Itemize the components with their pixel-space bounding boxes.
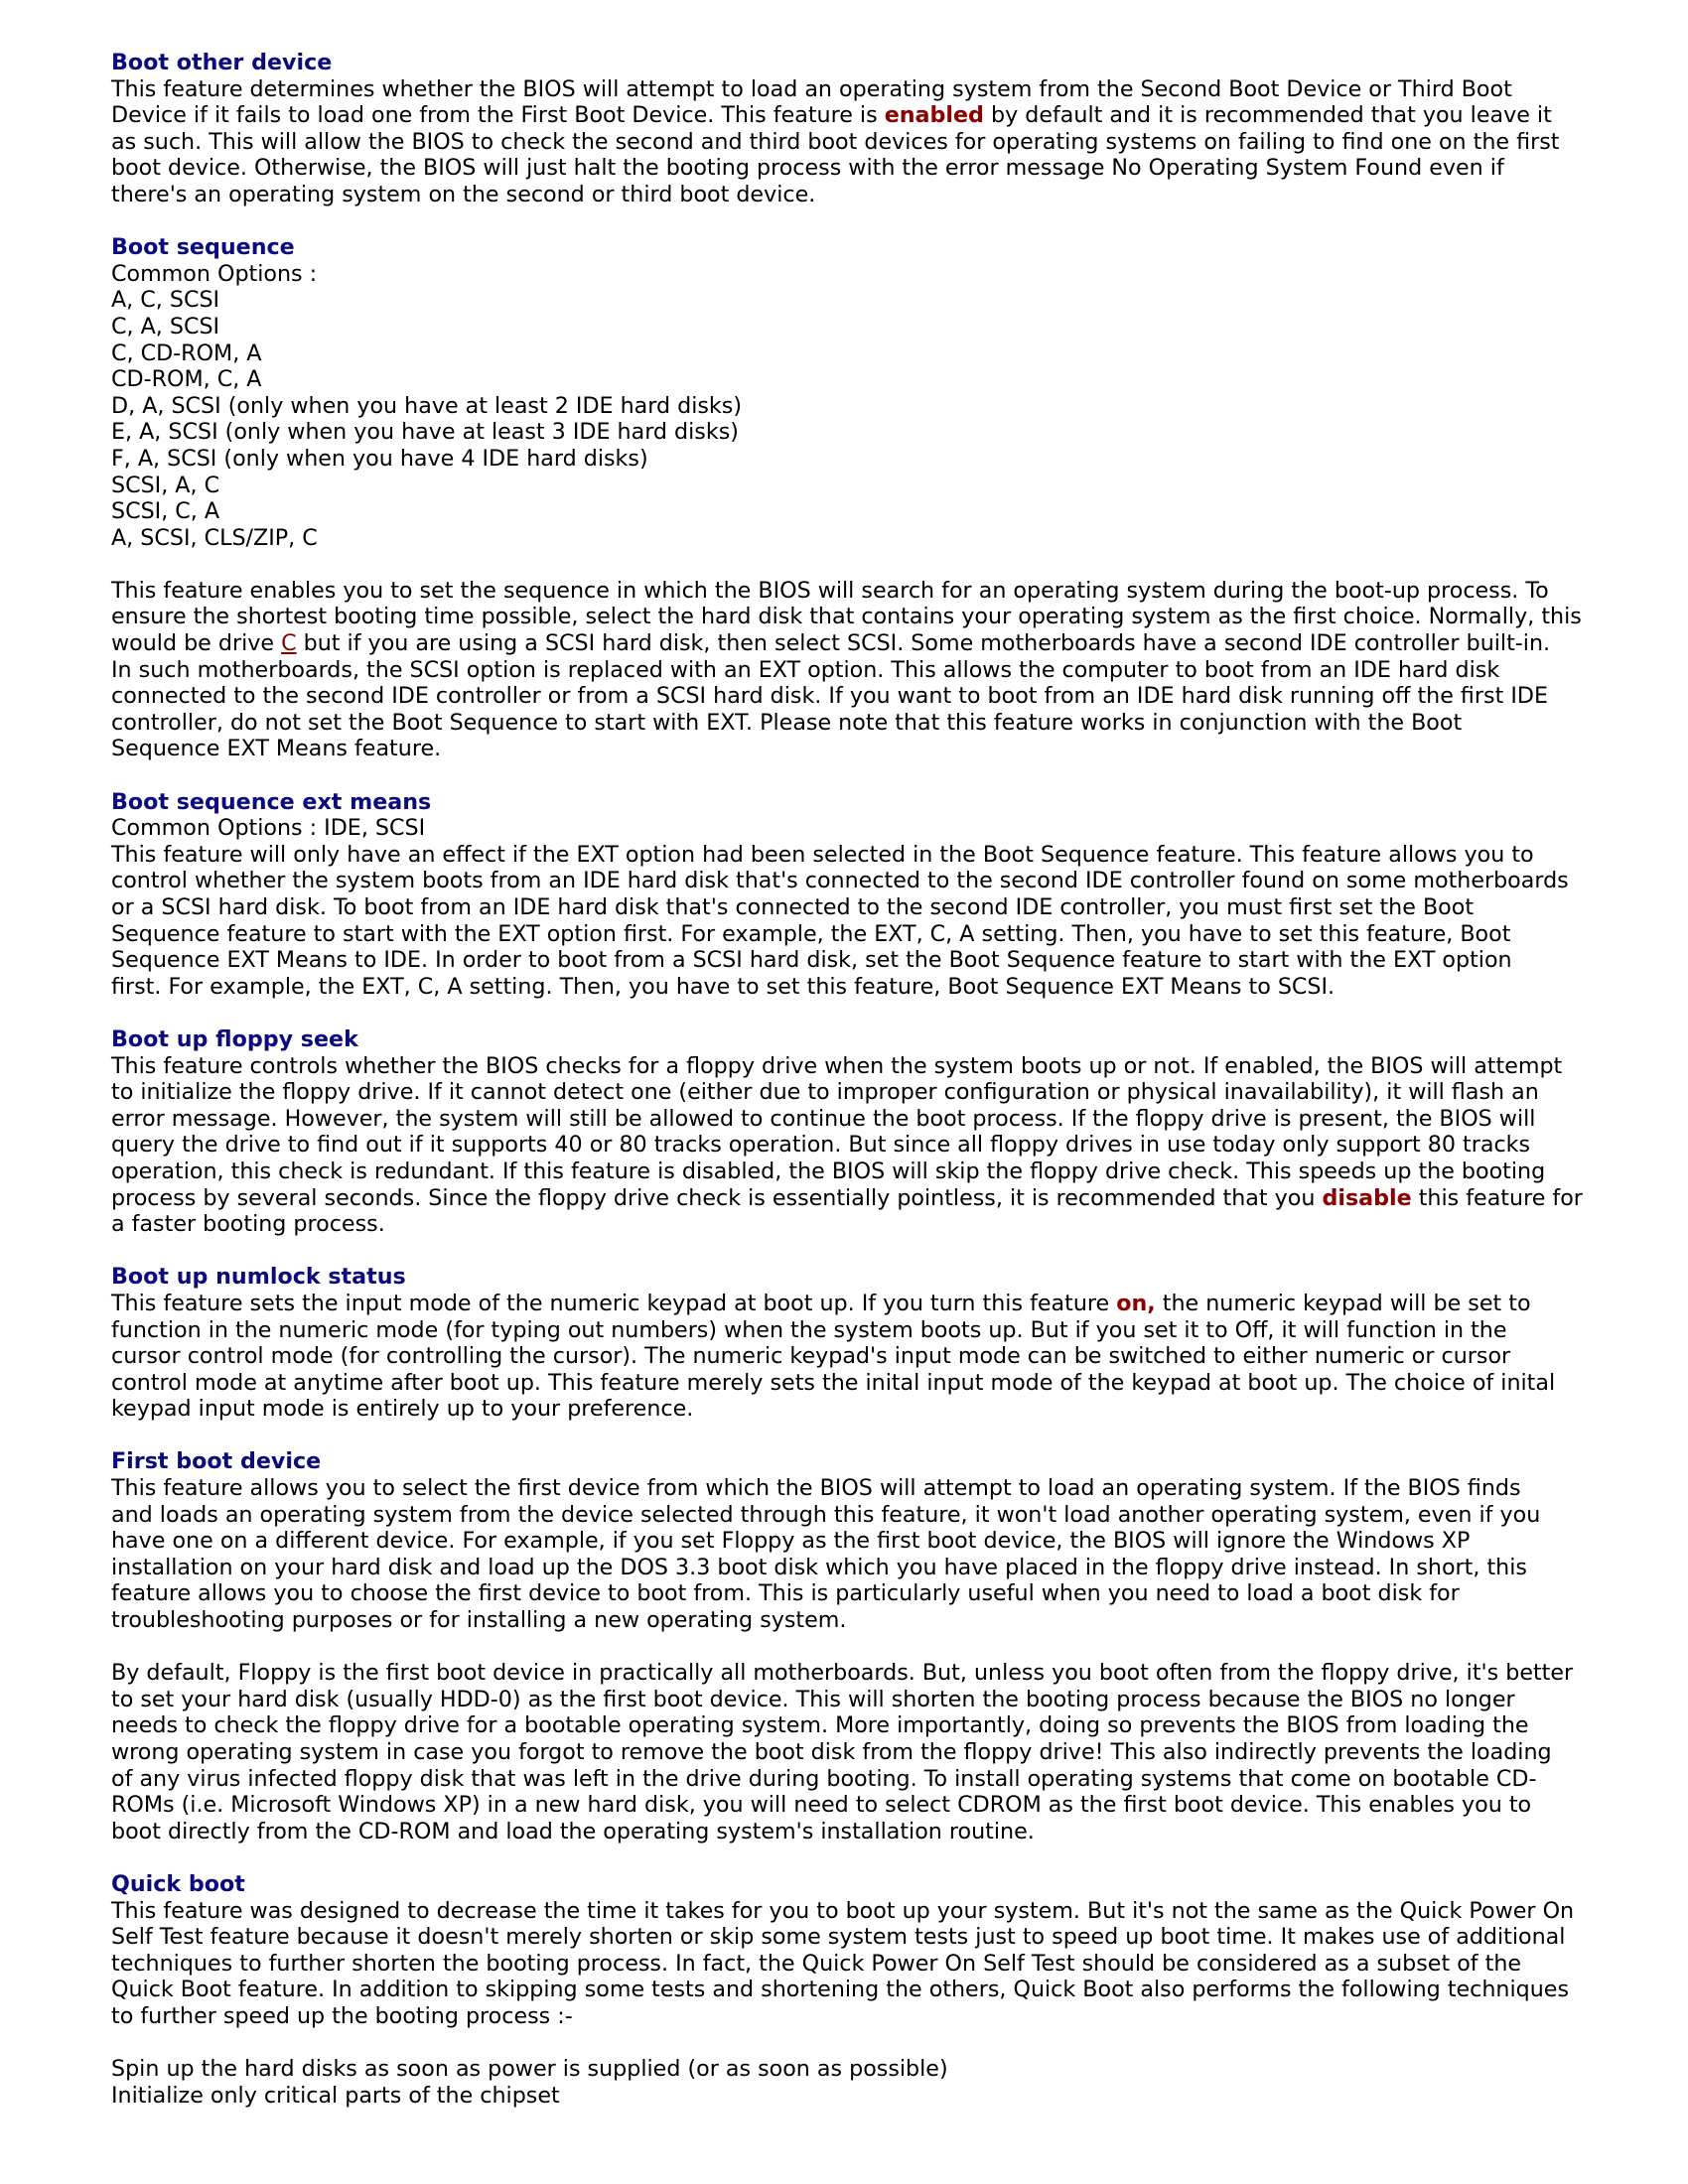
text-line: needs to check the floppy drive for a bootable operating system. More importantly, doing so prevents the BIOS from loading the [111,1712,1529,1739]
text-line: feature allows you to choose the first device to boot from. This is particularly useful when you need to load a boot disk for [111,1580,1460,1607]
text-line: or a SCSI hard disk. To boot from an IDE hard disk that's connected to the second IDE controller, you must first set the Boot [111,894,1475,920]
text-line: boot device. Otherwise, the BIOS will just halt the booting process with the error message No Operating System Found even if [111,155,1504,182]
text-line: A, C, SCSI [111,287,220,314]
text-line: installation on your hard disk and load up the DOS 3.3 boot disk which you have placed in the floppy drive instead. In short, this [111,1554,1527,1580]
paragraph [111,578,1601,762]
highlighted-term: on, [1116,1290,1156,1316]
text-line: Common Options : [111,260,318,287]
text-run: by default and it is recommended that you leave it [983,102,1552,129]
section-heading: Boot up numlock status [111,1264,406,1291]
text-line: Sequence EXT Means feature. [111,736,442,762]
text-line: Quick Boot feature. In addition to skipping some tests and shortening the others, Quick Boot also performs the following techniques [111,1977,1570,2003]
text-line: keypad input mode is entirely up to your preference. [111,1396,694,1423]
text-line [111,1185,1601,1212]
text-line: Sequence EXT Means to IDE. In order to boot from a SCSI hard disk, set the Boot Sequence feature to start with the EXT option [111,947,1512,974]
text-line: troubleshooting purposes or for installing a new operating system. [111,1607,847,1634]
text-line [111,630,1601,657]
text-line: cursor control mode (for controlling the cursor). The numeric keypad's input mode can be switched to either numeric or cursor [111,1343,1511,1370]
text-line: as such. This will allow the BIOS to check the second and third boot devices for operating systems on failing to find one on the first [111,128,1560,155]
text-line: first. For example, the EXT, C, A setting. Then, you have to set this feature, Boot Sequence EXT Means to SCSI. [111,973,1336,1000]
text-line: Spin up the hard disks as soon as power is supplied (or as soon as possible) [111,2056,948,2083]
text-line: A, SCSI, CLS/ZIP, C [111,524,318,551]
text-line: Common Options : IDE, SCSI [111,815,426,842]
section [111,1448,1601,1844]
text-run: Device if it fails to load one from the First Boot Device. This feature is [111,102,885,129]
paragraph [111,1053,1601,1238]
paragraph [111,815,1601,1000]
text-line: This feature enables you to set the sequence in which the BIOS will search for an operating system during the boot-up process. To [111,577,1549,604]
text-line: E, A, SCSI (only when you have at least 3 IDE hard disks) [111,419,739,446]
inline-link[interactable]: C [281,630,297,657]
section [111,1264,1601,1423]
text-line: to initialize the floppy drive. If it cannot detect one (either due to improper configuration or physical inavailability), it will flash an [111,1079,1539,1106]
text-line: wrong operating system in case you forgot to remove the boot disk from the floppy drive! This also indirectly prevents the loading [111,1739,1552,1765]
text-line: This feature was designed to decrease the time it takes for you to boot up your system. But it's not the same as the Quick Power On [111,1897,1575,1924]
section [111,789,1601,1001]
text-line: to further speed up the booting process :- [111,2002,573,2029]
section-heading: Boot sequence ext means [111,788,432,815]
text-line: By default, Floppy is the first boot device in practically all motherboards. But, unless you boot often from the floppy drive, it's better [111,1660,1574,1687]
text-line: control whether the system boots from an IDE hard disk that's connected to the second IDE controller found on some motherboards [111,868,1569,894]
text-line [111,102,1601,129]
text-run: the numeric keypad will be set to [1155,1290,1531,1316]
text-line: boot directly from the CD-ROM and load the operating system's installation routine. [111,1818,1035,1844]
text-line: have one on a different device. For example, if you set Floppy as the first boot device, the BIOS will ignore the Windows XP [111,1528,1471,1555]
section-heading: Boot other device [111,50,333,75]
text-line: In such motherboards, the SCSI option is replaced with an EXT option. This allows the computer to boot from an IDE hard disk [111,656,1500,683]
text-line: there's an operating system on the second or third boot device. [111,181,816,207]
text-line: SCSI, C, A [111,498,220,525]
text-line: Self Test feature because it doesn't merely shorten or skip some system tests just to speed up boot time. It makes use of additional [111,1924,1566,1951]
section [111,1871,1601,2109]
highlighted-term: enabled [884,102,984,129]
text-line: and loads an operating system from the device selected through this feature, it won't load another operating system, even if you [111,1501,1541,1528]
paragraph [111,1291,1601,1423]
text-line: connected to the second IDE controller or from a SCSI hard disk. If you want to boot from an IDE hard disk running off the first IDE [111,683,1548,710]
paragraph [111,1898,1601,2030]
text-run: This feature sets the input mode of the numeric keypad at boot up. If you turn this feature [111,1290,1117,1316]
text-line: SCSI, A, C [111,472,220,498]
text-line: function in the numeric mode (for typing out numbers) when the system boots up. But if you set it to Off, it will function in the [111,1316,1507,1343]
text-line: operation, this check is redundant. If this feature is disabled, the BIOS will skip the floppy drive check. This speeds up the booting [111,1158,1546,1184]
section [111,1026,1601,1238]
text-line: This feature will only have an effect if the EXT option had been selected in the Boot Sequence feature. This feature allows you to [111,841,1534,868]
section-heading: Boot up floppy seek [111,1025,358,1052]
paragraph [111,1660,1601,1844]
text-run: would be drive [111,630,282,657]
text-line: Initialize only critical parts of the chipset [111,2082,560,2109]
paragraph [111,76,1601,208]
text-line: controller, do not set the Boot Sequence to start with EXT. Please note that this feature works in conjunction with the Boot [111,709,1463,736]
paragraph [111,1475,1601,1634]
paragraph [111,2056,1601,2109]
text-run: this feature for [1411,1184,1583,1211]
text-line: error message. However, the system will still be allowed to continue the boot process. If the floppy drive is present, the BIOS will [111,1105,1536,1132]
section [111,50,1601,208]
text-line: This feature controls whether the BIOS checks for a floppy drive when the system boots up or not. If enabled, the BIOS will attempt [111,1052,1563,1079]
paragraph [111,261,1601,552]
section-heading: Boot sequence [111,234,295,261]
text-line: C, A, SCSI [111,313,220,340]
text-line: query the drive to find out if it supports 40 or 80 tracks operation. But since all floppy drives in use today only support 80 tracks [111,1132,1531,1159]
text-line: techniques to further shorten the booting process. In fact, the Quick Power On Self Test should be considered as a subset of the [111,1950,1522,1977]
text-line: ensure the shortest booting time possible, select the hard disk that contains your operating system as the first choice. Normally, this [111,604,1582,630]
text-line: D, A, SCSI (only when you have at least 2 IDE hard disks) [111,392,742,419]
section-heading: Quick boot [111,1870,245,1897]
text-line: F, A, SCSI (only when you have 4 IDE hard disks) [111,445,648,472]
text-line [111,1291,1601,1317]
text-line: This feature determines whether the BIOS will attempt to load an operating system from the Second Boot Device or Third Boot [111,75,1512,102]
text-line: CD-ROM, C, A [111,366,262,393]
text-line: control mode at anytime after boot up. This feature merely sets the inital input mode of the keypad at boot up. The choice of inital [111,1369,1556,1396]
text-line: of any virus infected floppy disk that was left in the drive during booting. To install operating systems that come on bootable CD- [111,1765,1537,1792]
text-line: to set your hard disk (usually HDD-0) as the first boot device. This will shorten the booting process because the BIOS no longer [111,1686,1515,1712]
text-run: but if you are using a SCSI hard disk, then select SCSI. Some motherboards have a second IDE controller built-in. [296,630,1551,657]
text-line: ROMs (i.e. Microsoft Windows XP) in a new hard disk, you will need to select CDROM as the first boot device. This enables you to [111,1792,1532,1819]
text-line: C, CD-ROM, A [111,340,262,366]
text-line: a faster booting process. [111,1211,385,1238]
section [111,234,1601,762]
text-run: process by several seconds. Since the floppy drive check is essentially pointless, it is recommended that you [111,1184,1323,1211]
document-page [111,50,1601,2135]
text-line: Sequence feature to start with the EXT option first. For example, the EXT, C, A setting. Then, you have to set this feature, Boot [111,920,1511,947]
text-line: This feature allows you to select the first device from which the BIOS will attempt to load an operating system. If the BIOS finds [111,1475,1521,1502]
highlighted-term: disable [1322,1184,1412,1211]
section-heading: First boot device [111,1448,322,1475]
